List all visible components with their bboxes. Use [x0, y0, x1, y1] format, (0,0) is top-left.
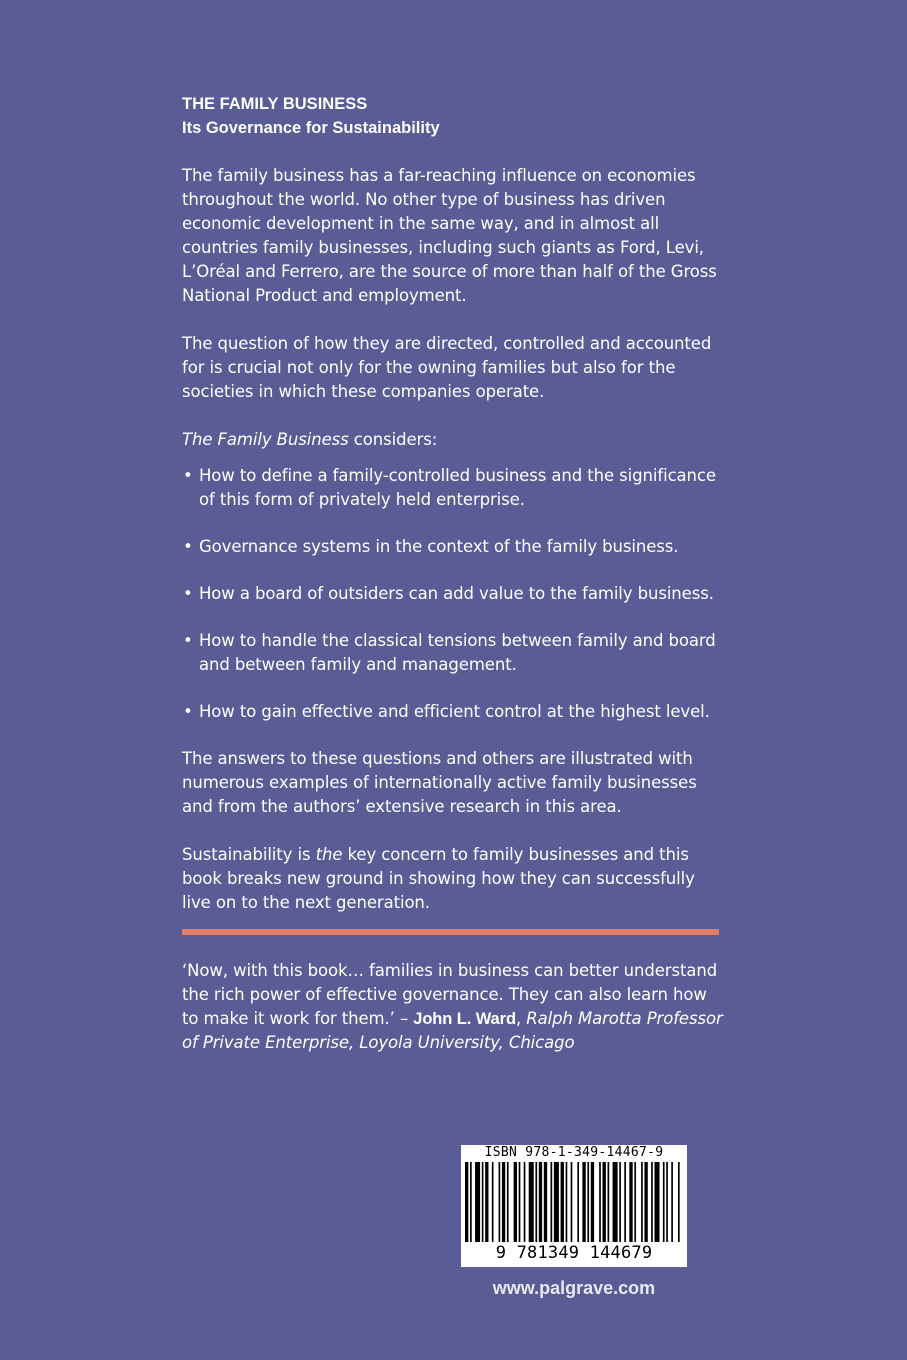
barcode-bars — [465, 1162, 683, 1242]
para5-emphasis: the — [315, 845, 343, 864]
quote-affiliation: Ralph Marotta Professor of Private Enterprise, Loyola University, Chicago — [182, 1009, 723, 1052]
considers-suffix: considers: — [348, 430, 438, 449]
blurb-paragraph-2: The question of how they are directed, controlled and accounted for is crucial not only for the owning families but also for the societies in which these companies operate. — [182, 334, 712, 401]
isbn-number: ISBN 978-1-349-14467-9 — [484, 1145, 664, 1160]
considers-line — [182, 428, 727, 452]
list-item — [182, 629, 727, 677]
list-item — [182, 700, 727, 724]
book-title: THE FAMILY BUSINESS — [182, 95, 368, 113]
divider-rule — [182, 929, 719, 935]
list-item — [182, 535, 727, 559]
blurb-paragraph-answers: The answers to these questions and others are illustrated with numerous examples of internationally active family businesses and from the authors’ extensive research in this area. — [182, 749, 697, 816]
quote-author: John L. Ward — [413, 1010, 516, 1028]
list-item — [182, 582, 727, 606]
list-item-text: Governance systems in the context of the family business. — [199, 537, 679, 556]
list-item-text: How to gain effective and efficient control at the highest level. — [199, 702, 710, 721]
list-item — [182, 464, 727, 512]
list-item-text: How to define a family-controlled business and the significance of this form of privately held enterprise. — [199, 466, 716, 509]
bullet-icon: • — [183, 631, 193, 650]
list-item-text: How to handle the classical tensions between family and board and between family and management. — [199, 631, 716, 674]
quote-text: ‘Now, with this book… families in business can better understand the rich power of effective governance. They can also learn how to make it work for them.’ – — [182, 961, 718, 1028]
considers-list — [182, 464, 727, 724]
bullet-icon: • — [183, 702, 193, 721]
isbn-barcode — [461, 1145, 687, 1267]
publisher-website: www.palgrave.com — [492, 1278, 656, 1298]
ean-digits: 9 781349 144679 — [495, 1243, 653, 1263]
quote-separator: , — [515, 1009, 527, 1028]
blurb-paragraph-sustainability — [182, 843, 727, 915]
bullet-icon: • — [183, 466, 193, 485]
list-item-text: How a board of outsiders can add value to the family business. — [199, 584, 714, 603]
blurb-paragraph-1: The family business has a far-reaching influence on economies throughout the world. No other type of business has driven economic development in the same way, and in almost all countries family businesses, including such giants as Ford, Levi, L’Oréal and Ferrero, are the source of more than half of the Gross National Product and employment. — [182, 166, 717, 305]
bullet-icon: • — [183, 537, 193, 556]
book-subtitle: Its Governance for Sustainability — [182, 119, 440, 137]
bullet-icon: • — [183, 584, 193, 603]
para5-post: key concern to family businesses and this book breaks new ground in showing how they can successfully live on to the next generation. — [182, 845, 695, 912]
para5-pre: Sustainability is — [182, 845, 316, 864]
back-cover-text — [182, 92, 727, 915]
endorsement-quote — [182, 959, 727, 1055]
considers-book-title: The Family Business — [182, 430, 349, 449]
